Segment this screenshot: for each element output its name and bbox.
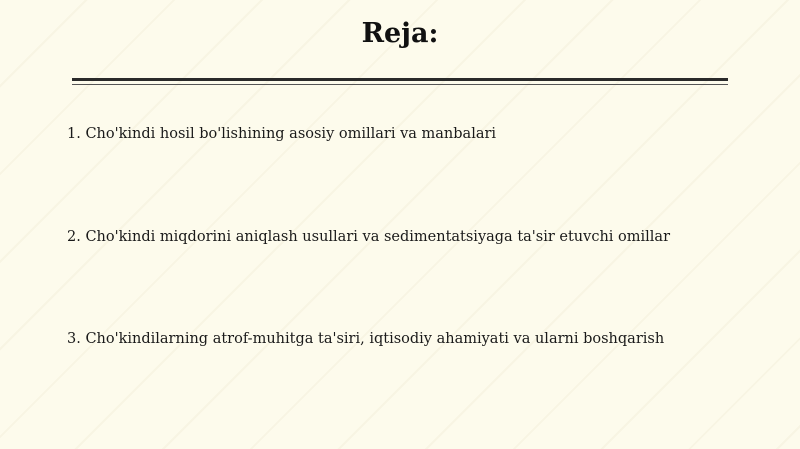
slide-title: Reja:	[361, 18, 439, 49]
title-divider-thin	[72, 84, 728, 85]
plan-item-3: 3. Cho'kindilarning atrof-muhitga ta'siri, iqtisodiy ahamiyati va ularni boshqarish	[67, 331, 665, 347]
plan-item-2: 2. Cho'kindi miqdorini aniqlash usullari va sedimentatsiyaga ta'sir etuvchi omillar	[67, 229, 671, 245]
plan-item-1: 1. Cho'kindi hosil bo'lishining asosiy omillari va manbalari	[67, 126, 497, 142]
title-divider-thick	[72, 78, 728, 81]
